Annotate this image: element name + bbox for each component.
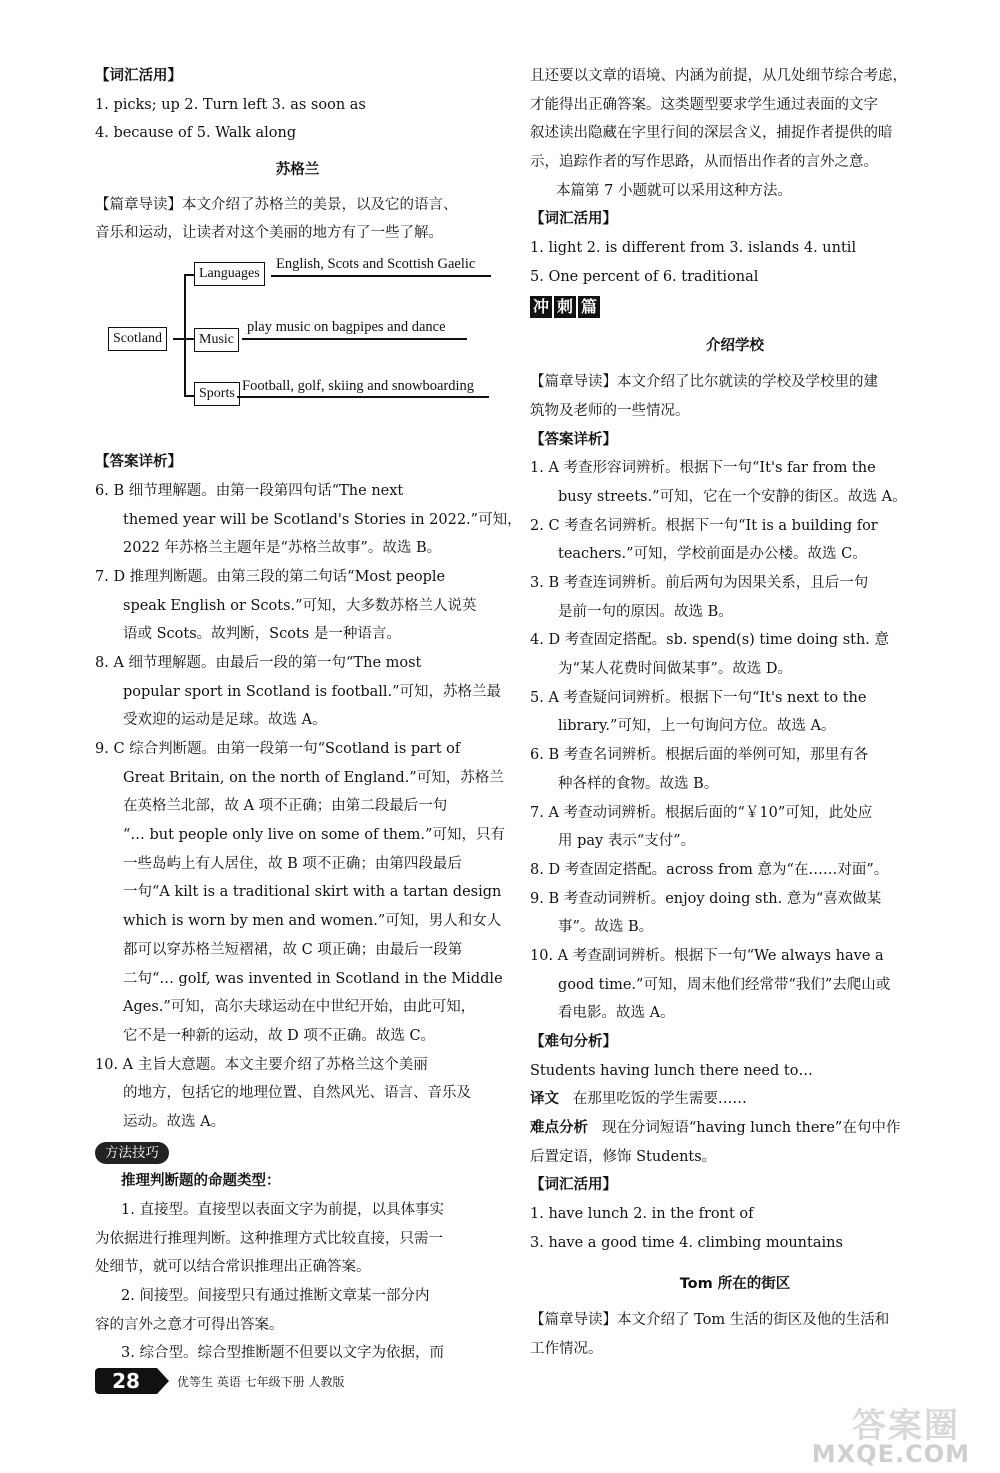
answer-line: busy streets.”可知，它在一个安静的街区。故选 A。: [558, 488, 907, 505]
answer-line: Ages.”可知，高尔夫球运动在中世纪开始，由此可知，: [123, 999, 476, 1016]
diagram-label-languages: English, Scots and Scottish Gaelic: [276, 256, 476, 273]
answer-line: 5. A 考查疑问词辨析。根据下一句“It's next to the: [530, 689, 867, 706]
answer-line: 6. B 考查名词辨析。根据后面的举例可知，那里有各: [530, 747, 869, 764]
answer-line: 4. D 考查固定搭配。sb. spend(s) time doing sth. 意: [530, 632, 890, 649]
method-line: 1. 直接型。直接型以表面文字为前提，以具体事实: [121, 1202, 444, 1218]
answer-line: 2022 年苏格兰主题年是“苏格兰故事”。故选 B。: [123, 540, 442, 557]
answer-line: 10. A 考查副词辨析。根据下一句“We always have a: [530, 947, 884, 964]
answer-line: 二句“… golf, was invented in Scotland in the Middle: [123, 970, 503, 987]
translation-text: 在那里吃饭的学生需要……: [572, 1091, 747, 1108]
guide-text: 【篇章导读】本文介绍了比尔就读的学校及学校里的建: [530, 374, 878, 391]
answer-line: 2. C 考查名词辨析。根据下一句“It is a building for: [530, 517, 878, 534]
vocab-heading: 【词汇活用】: [95, 68, 182, 84]
answer-line: 7. D 推理判断题。由第三段的第二句话“Most people: [95, 568, 446, 585]
answer-line: 它不是一种新的运动，故 D 项不正确。故选 C。: [123, 1027, 436, 1044]
answer-line: 都可以穿苏格兰短褶裙，故 C 项正确；由最后一段第: [123, 941, 463, 958]
diagram-box-music: Music: [194, 328, 239, 352]
answer-line: 3. B 考查连词辨析。前后两句为因果关系，且后一句: [530, 575, 869, 591]
vocab-answers: 3. have a good time 4. climbing mountains: [530, 1234, 843, 1251]
book-info: 优等生 英语 七年级下册 人教版: [177, 1374, 345, 1389]
guide-text: 【篇章导读】本文介绍了 Tom 生活的街区及他的生活和: [530, 1312, 890, 1329]
answer-line: 语或 Scots。故判断，Scots 是一种语言。: [123, 626, 401, 643]
answer-line: “… but people only live on some of them.”可知，只有: [123, 827, 505, 844]
method-line: 为依据进行推理判断。这种推理方式比较直接，只需一: [95, 1230, 443, 1247]
answer-line: 6. B 细节理解题。由第一段第四句话“The next: [95, 482, 404, 499]
guide-text: 筑物及老师的一些情况。: [530, 402, 690, 419]
answer-line: 在英格兰北部，故 A 项不正确；由第二段最后一句: [123, 798, 448, 815]
underline: [242, 338, 467, 340]
method-line: 3. 综合型。综合型推断题不但要以文字为依据，而: [121, 1345, 444, 1362]
difficulty-line: [530, 1114, 940, 1143]
left-column: [95, 62, 522, 1368]
method-line: 处细节，就可以结合常识推理出正确答案。: [95, 1259, 371, 1276]
answer-line: 事”。故选 B。: [558, 919, 654, 936]
guide-text: 工作情况。: [530, 1340, 603, 1357]
diagram-box-sports: Sports: [194, 382, 240, 406]
answer-line: 一句“A kilt is a traditional skirt with a tartan design: [123, 884, 502, 901]
connector-line: [184, 274, 194, 276]
difficulty-label: 难点分析: [530, 1120, 588, 1137]
diagram-root-box: Scotland: [108, 327, 167, 351]
watermark-url: MXQE.COM: [811, 1440, 970, 1468]
answer-line: Great Britain, on the north of England.”可知，苏格兰: [123, 769, 504, 786]
section-title: Tom 所在的街区: [679, 1275, 791, 1292]
underline: [271, 275, 491, 277]
vocab-heading: 【词汇活用】: [530, 211, 617, 228]
answer-line: 运动。故选 A。: [123, 1113, 226, 1130]
answer-line: 9. B 考查动词辨析。enjoy doing sth. 意为“喜欢做某: [530, 890, 882, 907]
sprint-section-banner: [530, 296, 940, 318]
hard-sentence: Students having lunch there need to…: [530, 1062, 813, 1079]
hard-sentence-heading: 【难句分析】: [530, 1034, 617, 1050]
answer-line: library.”可知，上一句询问方位。故选 A。: [558, 718, 836, 735]
diagram-box-languages: Languages: [194, 262, 265, 286]
vocab-heading: 【词汇活用】: [530, 1177, 617, 1194]
answer-line: teachers.”可知，学校前面是办公楼。故选 C。: [558, 546, 867, 563]
method-continued: 本篇第 7 小题就可以采用这种方法。: [556, 182, 792, 199]
watermark-logo: 答案圈: [852, 1406, 960, 1446]
method-continued: 示，追踪作者的写作思路，从而悟出作者的言外之意。: [530, 154, 878, 171]
diagram-label-sports: Football, golf, skiing and snowboarding: [242, 378, 474, 395]
method-continued: 才能得出正确答案。这类题型要求学生通过表面的文字: [530, 96, 878, 113]
answer-line: 8. D 考查固定搭配。across from 意为“在……对面”。: [530, 861, 889, 878]
answer-line: speak English or Scots.”可知，大多数苏格兰人说英: [123, 597, 477, 614]
difficulty-text: 现在分词短语“having lunch there”在句中作: [601, 1120, 901, 1137]
sprint-char: 冲: [530, 296, 552, 318]
answer-line: 种各样的食物。故选 B。: [558, 775, 719, 792]
diagram-label-music: play music on bagpipes and dance: [247, 319, 446, 336]
vocab-answers: 1. picks; up 2. Turn left 3. as soon as: [95, 96, 366, 113]
answer-line: 一些岛屿上有人居住，故 B 项不正确；由第四段最后: [123, 855, 462, 872]
answer-line: 看电影。故选 A。: [558, 1005, 675, 1022]
method-tag: 方法技巧: [95, 1142, 169, 1164]
connector-line: [184, 338, 194, 340]
sprint-char: 刺: [554, 296, 576, 318]
answer-line: good time.”可知，周末他们经常带“我们”去爬山或: [558, 976, 891, 993]
method-line: 容的言外之意才可得出答案。: [95, 1316, 284, 1333]
answer-line: 受欢迎的运动是足球。故选 A。: [123, 712, 327, 729]
vocab-answers: 5. One percent of 6. traditional: [530, 268, 759, 285]
section-title: 介绍学校: [706, 337, 764, 354]
answer-line: themed year will be Scotland's Stories in 2022.”可知，: [123, 511, 522, 528]
answer-line: popular sport in Scotland is football.”可知，苏格兰最: [123, 683, 502, 700]
page-footer: [95, 1368, 344, 1394]
answer-line: 用 pay 表示“支付”。: [558, 833, 696, 850]
scotland-mind-map: [95, 248, 500, 448]
connector-line: [184, 395, 194, 397]
answer-line: which is worn by men and women.”可知，男人和女人: [123, 913, 502, 930]
page-number: 28: [95, 1368, 157, 1394]
method-continued: 叙述读出隐藏在字里行间的深层含义，捕捉作者提供的暗: [530, 125, 893, 142]
translation-line: [530, 1085, 940, 1114]
section-title: 苏格兰: [275, 162, 320, 179]
answer-line: 9. C 综合判断题。由第一段第一句“Scotland is part of: [95, 741, 461, 757]
method-line: 2. 间接型。间接型只有通过推断文章某一部分内: [121, 1288, 430, 1305]
guide-text: 【篇章导读】本文介绍了苏格兰的美景，以及它的语言、: [95, 196, 458, 213]
guide-text: 音乐和运动，让读者对这个美丽的地方有了一些了解。: [95, 225, 443, 242]
vocab-answers: 4. because of 5. Walk along: [95, 125, 297, 142]
right-column: [530, 62, 940, 1364]
answer-line: 为“某人花费时间做某事”。故选 D。: [558, 661, 793, 678]
answers-heading: 【答案详析】: [530, 431, 617, 448]
vocab-answers: 1. light 2. is different from 3. islands 4. until: [530, 240, 857, 257]
method-title: 推理判断题的命题类型：: [121, 1173, 281, 1190]
difficulty-text: 后置定语，修饰 Students。: [530, 1148, 717, 1165]
vocab-answers: 1. have lunch 2. in the front of: [530, 1206, 754, 1223]
answers-heading: 【答案详析】: [95, 454, 182, 471]
answer-line: 是前一句的原因。故选 B。: [558, 603, 733, 620]
underline: [237, 396, 489, 398]
translation-label: 译文: [530, 1091, 559, 1108]
answer-line: 的地方，包括它的地理位置、自然风光、语言、音乐及: [123, 1085, 471, 1102]
method-continued: 且还要以文章的语境、内涵为前提，从几处细节综合考虑，: [530, 68, 907, 84]
sprint-char: 篇: [578, 296, 600, 318]
answer-line: 10. A 主旨大意题。本文主要介绍了苏格兰这个美丽: [95, 1056, 428, 1073]
connector-line: [184, 274, 186, 396]
answer-line: 1. A 考查形容词辨析。根据下一句“It's far from the: [530, 460, 876, 477]
answer-line: 8. A 细节理解题。由最后一段的第一句“The most: [95, 654, 422, 671]
answer-line: 7. A 考查动词辨析。根据后面的“￥10”可知，此处应: [530, 804, 873, 821]
